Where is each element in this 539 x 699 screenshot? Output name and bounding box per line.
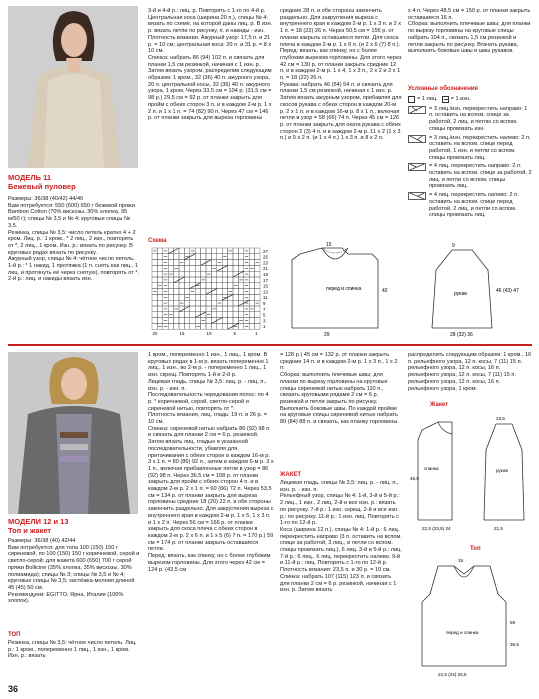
scheme-cell (190, 277, 195, 283)
scheme-row-number: 1 (263, 324, 266, 330)
scheme-cell (222, 283, 227, 289)
scheme-cell (222, 277, 227, 283)
scheme-cell (238, 254, 243, 260)
scheme-cell (179, 283, 184, 289)
scheme-cell (222, 306, 227, 312)
scheme-cell (174, 312, 179, 318)
scheme-cell (201, 306, 206, 312)
scheme-cell (174, 300, 179, 306)
scheme-cell (184, 265, 189, 271)
scheme-cell (249, 283, 254, 289)
scheme-col-number: 1 (255, 331, 258, 337)
scheme-cell (255, 254, 260, 260)
dim-jacket-sleeve-top: 23,5 (496, 416, 505, 421)
scheme-cell (238, 312, 243, 318)
scheme-cell (255, 312, 260, 318)
top-text: Резинка, спицы № 3,5: чётное число петель. Лиц. р.: 1 кром., попеременно 1 лиц., 1 изн., 1 кром. Изн. р.: вязать (8, 640, 139, 660)
scheme-cell (168, 323, 173, 329)
scheme-cell (255, 306, 260, 312)
dim-top-side: 36,5 (510, 642, 519, 647)
scheme-cell (179, 254, 184, 260)
scheme-cell (249, 312, 254, 318)
scheme-cell (190, 260, 195, 266)
dim-top-neck: 15 (458, 558, 464, 563)
scheme-row-number: 25 (263, 254, 268, 260)
dim-42: 42 (382, 288, 388, 294)
jacket-text: Лицевая гладь, спицы № 3,5: лиц. р. - лиц. п., изн. р. - изн. п. Рельефный узор, спицы № 4: 1-й, 3-й и 5-й р.: 2 лиц., 1 изн., 2 лиц. 2-й и все изн. р.: вязать по рисунку. 7-й р.: 1 изн. скрещ. 2-й и все изн. р.: по рисунку. 11-й р.: 1 изн. лиц. Повторять с 1-го по 12-й р. Коса (ширина 12 п.), спицы № 4: 1-й р.: 6 лиц. перекрестить направо (3 п. оставить на вспом. спице за работой, 3 лиц., и петли со вспом. спицы провязать лиц.), 6 лиц. 3-й и 5-й р.: лиц. 7-й р.: 6 лиц., 6 лиц. перекрестить налево. 9-й и 11-й р.: лиц. Повторять с 1-го по 12-й р. Плотность вязания: 23,5 п. и 30 р. = 10 см. Спинка: набрать 107 (115) 123 п. и связать для планки 2 см = 6 р. резинкой, начиная с 1 изн. р. Затем вязать (280, 480, 402, 594)
scheme-cell (211, 277, 216, 283)
scheme-cell (217, 248, 222, 254)
scheme-cell (206, 300, 211, 306)
scheme-cell (255, 277, 260, 283)
dim-sleeve-top: 9 (452, 243, 455, 249)
scheme-cell (174, 289, 179, 295)
scheme-cell (201, 294, 206, 300)
model-12-13-col2: 1 кром., попеременно 1 изн., 1 лиц., 1 кром. В круговых рядах в 1-м р. вязать попеременно 1 лиц., 1 изн., во 2-м р. - попеременно 1 лиц., 1 изн. скрещ. Повторять 1-й и 2-й р. Лицевая гладь, спицы № 3,5: лиц. р. - лиц. п., изн. р. - изн. п. Последовательность чередования полос: по 4 р. * коричневой, серой, светло-серой и сиреневой нитью, повторять от *. Плотность вязания, лиц. гладь: 19 п. и 26 р. = 10 см. Спинка: сиреневой нитью набрать 86 (92) 98 п. и связать для планки 2 см = 6 р. резинкой. Затем вязать лиц. гладью в указанной последовательности, убавляя для притачивания с обеих сторон в каждом 16-м р. 3 х 1 п. = 80 (86) 92 п., затем в каждом 6-м р. 3 х 1 п., включая прибавленные петли в узор = 86 (92) 98 п. Через 36,5 см = 108 р. от планки закрыть для пройм с обеих сторон 4 п. и в каждом 2-м р. 2 х 1 п. = 60 (66) 72 п. Через 53,5 см = 134 р. от планки закрыть для выреза горловины средние 18 (20) 22 п. и обе стороны закончить раздельно. Для закругления выреза с внутреннего края в каждом 2-м р. 1 х 5, 1 х 3 п. и 1 х 2 п. Через 56 см = 166 р. от планки закрыть для скоса плеча с обеих сторон в каждом 2-м р. 2 х 6 п. и 1 х 5 (6) 7 п. = 170 р.) 59 см = 174 р. от планки закрыть оставшиеся петли. Перед: вязать, как спинку, но с более глубоким вырезом горловины. Для этого через 42 см = 124 р. (43,5 см (148, 352, 274, 573)
scheme-cell (184, 260, 189, 266)
scheme-cell (222, 289, 227, 295)
scheme-cell (195, 318, 200, 324)
scheme-cell (168, 248, 173, 254)
scheme-cell (195, 294, 200, 300)
scheme-cell (255, 294, 260, 300)
scheme-cell (238, 294, 243, 300)
model-12-13-left-text: Размеры: 36/38 (40) 42/44 Вам потребуется: для топа 100 (150) 150 г сиреневой, по 100 (150) 150 г коричневой, серой и светло-серой; для жакета 600 (650) 700 г серой пряжи Bollicine (35% хлопка, 35% вискозы, 30% полиамида); спицы № 3; спицы № 3,5 и № 4; круговые спицы № 3,5; застёжка-молния длиной 45 (45) 50 см. Рекомендуем: EGITTO, Ярна, Италия (100% хлопок). (8, 538, 140, 605)
model-12-13-col4: распределить следующим образом: 1 кром., 16 п. рельефного узора, 12 п. косы, 7 (11) 15 п. рельефного узора, 12 п. косы, 16 п. рельефного узора, 12 п. косы, 7 (11) 15 п. рельефного узора, 12 п. косы, 16 п. рельефного узора, 1 кром. (408, 352, 533, 392)
scheme-cell (168, 289, 173, 295)
scheme-cell (190, 312, 195, 318)
scheme-cell (228, 265, 233, 271)
scheme-cell (174, 271, 179, 277)
scheme-cell (211, 294, 216, 300)
jacket-front-label: спинка (424, 466, 439, 471)
scheme-cell (184, 277, 189, 283)
scheme-cell (238, 260, 243, 266)
scheme-cell (255, 265, 260, 271)
scheme-cell (211, 289, 216, 295)
legend-item-3-left: = 3 лиц./изн. перекрестить налево: 2 п. оставить на вспом. спице перед работой, 1 изн. и петли со вспом. спицы провязать лиц. (408, 135, 532, 162)
scheme-cell (211, 312, 216, 318)
scheme-cell (222, 260, 227, 266)
scheme-cell (217, 254, 222, 260)
scheme-cell (206, 294, 211, 300)
scheme-cell (195, 300, 200, 306)
scheme-cell (217, 294, 222, 300)
scheme-cell (249, 323, 254, 329)
scheme-cell (174, 323, 179, 329)
dim-sleeve-length: 46 (43) 47 (496, 288, 519, 294)
scheme-cell (206, 265, 211, 271)
scheme-cell (195, 248, 200, 254)
scheme-cell (152, 300, 157, 306)
scheme-cell (184, 289, 189, 295)
scheme-cell (157, 277, 162, 283)
model-11-left-text: Размеры: 36/38 (40/42) 44/46 Вам потребуется: 550 (600) 650 г бежевой пряжи Bamboo Cotton (70% вискозы, 30% хлопка, 95 м/50 г); спицы № 3,5 и № 4; круговые спицы № 3,5. Резинка, спицы № 3,5: число петель кратно 4 + 2 кром. Лиц. р.: 1 кром., * 2 лиц., 2 изн., повторять от *, 2 лиц., 1 кром. Изн. р.: вязать по рисунку. В круговых рядах вязать по рисунку. Ажурный узор, спицы № 4: чётное число петель. 1-й р.: * 1 накид, 1 протяжка (1 п. снять как лиц., 1 лиц. и протянуть её через снятую), повторять от *. 2-й р.: лиц. и накиды вязать изн. (8, 196, 140, 283)
scheme-cell (201, 260, 206, 266)
scheme-cell (206, 254, 211, 260)
scheme-cell (211, 248, 216, 254)
scheme-cell (152, 260, 157, 266)
scheme-cell (228, 260, 233, 266)
scheme-cell (238, 289, 243, 295)
scheme-row-number: 11 (263, 295, 268, 301)
scheme-cell (217, 289, 222, 295)
scheme-cell (228, 294, 233, 300)
scheme-cell (201, 265, 206, 271)
scheme-cell (179, 277, 184, 283)
model-11-col2: 3-й и 4-й р.: лиц. р. Повторять с 1-го по 4-й р. Центральная коса (ширина 20 п.), спицы № 4: вязать по схеме, на которой даны лиц. р. В изн. р. вязать петли по рисунку, п. и накиды - изн. Плотность вязания. Ажурный узор: 17,5 п. и 21 р. = 10 см; центральная коса: 20 п. и 31 р. = 8 х 10 см. Спинка: набрать 86 (94) 102 п. и связать для планки 1,5 см резинкой, начиная с 1 изн. р. Затем вязать узором, распределив следующим образом: 1 кром., 32 (36) 40 п. ажурного узора, 20 п. центральной косы, 32 (36) 40 п. ажурного узора, 1 кром. Через 33,5 см = 104 р. (31,5 см = 98 р.) 29,5 см = 92 р. от планки закрыть для пройм с обеих сторон 3 п. и в каждом 2-м р. 1 х 2 п. и 1 х 1 п. = 74 (82) 90 п. Через 47 см = 146 р. от планки закрыть для выреза горловины (148, 8, 273, 122)
scheme-row-number: 3 (263, 318, 266, 324)
scheme-cell (179, 271, 184, 277)
scheme-cell (222, 323, 227, 329)
scheme-cell (168, 300, 173, 306)
model-11-col4: х 4 п. Через 48,5 см = 150 р. от планки закрыть оставшиеся 16 п. Сборка: выполнить плечевые швы; для планки по вырезу горловины на круговые спицы набрать 104 п., связать 1,5 см резинкой и петли закрыть по рисунку. Втачать рукава, выполнить боковые швы и швы рукавов. (408, 8, 531, 55)
scheme-cell (201, 289, 206, 295)
scheme-cell (168, 294, 173, 300)
scheme-col-number: 15 (179, 331, 185, 337)
scheme-cell (168, 260, 173, 266)
scheme-cell (157, 248, 162, 254)
scheme-cell (190, 323, 195, 329)
scheme-col-number: 5 (233, 331, 236, 337)
scheme-cell (233, 312, 238, 318)
scheme-cell (249, 294, 254, 300)
scheme-cell (249, 300, 254, 306)
scheme-cell (211, 271, 216, 277)
scheme-cell (249, 277, 254, 283)
scheme-cell (233, 318, 238, 324)
scheme-cell (157, 260, 162, 266)
scheme-cell (179, 312, 184, 318)
scheme-cell (228, 323, 233, 329)
scheme-cell (233, 248, 238, 254)
scheme-cell (195, 271, 200, 277)
scheme-cell (233, 289, 238, 295)
scheme-cell (222, 312, 227, 318)
legend-item-4-right: = 4 лиц. перекрестить направо: 2 п. оставить на вспом. спице за работой, 2 лиц. и петли со вспом. спицы провязать лиц. (408, 163, 532, 190)
scheme-cell (157, 254, 162, 260)
scheme-cell (211, 323, 216, 329)
scheme-cell (174, 248, 179, 254)
scheme-cell (233, 254, 238, 260)
scheme-cell (255, 248, 260, 254)
scheme-cell (190, 283, 195, 289)
scheme-cell (152, 312, 157, 318)
model-12-13-col3: = 128 р.) 45 см = 132 р. от планки закрыть средние 14 п. и в каждом 2-м р. 1 х 3 п., 1 х 2 п. Сборка: выполнить плечевые швы; для планки по вырезу горловины на круговые спицы сиреневой нитью набрать 110 п., связать круговыми рядами 2 см = 6 р. резинкой и петли закрыть по рисунку. Выполнить боковые швы. По каждой пройме на круговые спицы сиреневой нитью набрать 80 (84) 88 п. и связать, как планку горловины. (280, 352, 399, 426)
sleeve-label: рукав (454, 291, 467, 297)
scheme-cell (201, 271, 206, 277)
scheme-cell (233, 306, 238, 312)
scheme-row-number: 5 (263, 312, 266, 318)
dim-top-width: 22,5 (24) 25,5 (438, 672, 467, 677)
top-schematic (408, 554, 534, 684)
scheme-row-number: 9 (263, 301, 266, 306)
scheme-cell (152, 265, 157, 271)
scheme-cell (228, 283, 233, 289)
top-title: ТОП (8, 632, 21, 638)
scheme-cell (184, 248, 189, 254)
jacket-sleeve-label: рукав (496, 468, 508, 473)
scheme-cell (255, 289, 260, 295)
purl-symbol-icon (442, 96, 449, 103)
scheme-cell (179, 294, 184, 300)
scheme-cell (228, 318, 233, 324)
scheme-cell (152, 277, 157, 283)
scheme-cell (249, 289, 254, 295)
scheme-cell (168, 318, 173, 324)
scheme-cell (255, 323, 260, 329)
scheme-cell (179, 323, 184, 329)
jacket-title: ЖАКЕТ (280, 472, 302, 478)
scheme-cell (211, 260, 216, 266)
scheme-cell (217, 277, 222, 283)
scheme-cell (174, 294, 179, 300)
scheme-cell (157, 318, 162, 324)
section-divider (8, 344, 532, 346)
scheme-cell (184, 306, 189, 312)
scheme-cell (152, 318, 157, 324)
scheme-cell (217, 306, 222, 312)
scheme-cell (233, 294, 238, 300)
scheme-cell (228, 271, 233, 277)
scheme-cell (184, 283, 189, 289)
scheme-row-number: 17 (263, 277, 268, 283)
scheme-cell (249, 248, 254, 254)
scheme-cell (190, 318, 195, 324)
scheme-cell (184, 300, 189, 306)
dim-neck: 15 (326, 242, 332, 248)
legend-item-4-left: = 4 лиц. перекрестить налево: 2 п. оставить на вспом. спице перед работой, 2 лиц. и петли со вспом. спицы провязать лиц. (408, 192, 532, 219)
cross-3-right-icon (408, 106, 426, 114)
scheme-cell (157, 265, 162, 271)
scheme-cell (152, 283, 157, 289)
scheme-cell (168, 265, 173, 271)
scheme-row-number: 23 (263, 260, 268, 266)
scheme-cell (190, 294, 195, 300)
scheme-cell (184, 271, 189, 277)
scheme-cell (184, 323, 189, 329)
scheme-cell (195, 277, 200, 283)
jacket-front-outline (418, 422, 452, 520)
scheme-cell (206, 283, 211, 289)
scheme-cell (174, 318, 179, 324)
scheme-col-number: 20 (152, 331, 158, 337)
scheme-cell (217, 283, 222, 289)
scheme-cell (168, 306, 173, 312)
scheme-cell (190, 254, 195, 260)
scheme-label: Схема (148, 238, 167, 244)
scheme-cell (238, 265, 243, 271)
scheme-cell (249, 254, 254, 260)
model-12-13-title: МОДЕЛИ 12 и 13 Топ и жакет (8, 517, 69, 535)
model-12-13-photo (8, 352, 138, 514)
cross-3-left-icon (408, 135, 426, 143)
scheme-cell (179, 289, 184, 295)
scheme-cell (238, 323, 243, 329)
scheme-row-number: 21 (263, 266, 268, 272)
scheme-cell (217, 318, 222, 324)
scheme-cell (217, 265, 222, 271)
scheme-cell (217, 323, 222, 329)
cross-4-left-icon (408, 192, 426, 200)
back-neckline-outline (322, 248, 348, 253)
scheme-cell (228, 277, 233, 283)
scheme-cell (255, 271, 260, 277)
scheme-cell (238, 300, 243, 306)
dim-jacket-length: 46,5 (410, 476, 419, 481)
scheme-cell (233, 300, 238, 306)
scheme-cell (174, 283, 179, 289)
scheme-cell (168, 277, 173, 283)
scheme-cell (174, 254, 179, 260)
cross-4-right-icon (408, 163, 426, 171)
jacket-collar-outline (438, 422, 452, 434)
scheme-cell (195, 265, 200, 271)
top-schematic-label: Топ (470, 546, 481, 552)
scheme-cell (157, 306, 162, 312)
model-11-col3: средние 28 п. и обе стороны закончить раздельно. Для закругления выреза с внутреннего края в каждом 2-м р. 1 х 3 п. и 2 х 1 п. = 18 (22) 26 п. Через 50,5 см = 156 р. от планки закрыть оставшиеся петли. Для скоса плеча в каждом 2-м р. 1 х 6 п. (и 2 х 6 (7) 8 п.). Перед: вязать, как спинку, но с более глубоким вырезом горловины. Для этого через 42 см = 130 р. от планки закрыть средние 12 п. и в каждом 2-м р. 1 х 4, 1 х 3 п., 2 х 2 и 2 х 1 п. = 18 (22) 26 п. Рукава: набрать 46 (54) 54 п. и связать для планки 1,5 см резинкой, начиная с 1 изн. р. Затем вязать ажурным узором, прибавляя для скосов рукава с обеих сторон в каждом 20-м р. 2 х 1 п. и в каждом 16-м р. 8 х 1 п., включая петли в узор = 58 (66) 74 п. Через 45 см = 126 р. от планки закрыть для оката рукава с обеих сторон 2 (3) 4 п. и в каждом 2-м р. 11 х 2 (1 х 3 п.) и 9 х 2 п. (и 1 х 4 п.) 1 х 3 п. и 8 х 2 п. (280, 8, 402, 142)
scheme-cell (195, 254, 200, 260)
model-11-title: МОДЕЛЬ 11 Бежевый пуловер (8, 173, 76, 191)
scheme-cell (249, 260, 254, 266)
scheme-cell (190, 265, 195, 271)
scheme-cell (168, 283, 173, 289)
scheme-cell (238, 271, 243, 277)
scheme-row-number: 13 (263, 289, 268, 295)
scheme-cell (206, 260, 211, 266)
scheme-cell (152, 254, 157, 260)
model-11-photo (8, 6, 138, 168)
scheme-cell (228, 254, 233, 260)
scheme-cell (152, 271, 157, 277)
scheme-cell (238, 283, 243, 289)
scheme-cell (179, 306, 184, 312)
scheme-cell (201, 283, 206, 289)
scheme-cell (157, 289, 162, 295)
model-11-schematic (282, 240, 532, 340)
scheme-cell (238, 248, 243, 254)
scheme-cell (157, 294, 162, 300)
scheme-cell (206, 323, 211, 329)
scheme-cell (206, 277, 211, 283)
scheme-cell (179, 318, 184, 324)
knit-symbol-icon (408, 96, 415, 103)
scheme-cell (211, 300, 216, 306)
scheme-cell (233, 260, 238, 266)
scheme-cell (201, 323, 206, 329)
scheme-cell (255, 283, 260, 289)
scheme-cell (217, 312, 222, 318)
scheme-cell (174, 277, 179, 283)
scheme-cell (157, 271, 162, 277)
scheme-cell (222, 318, 227, 324)
scheme-cell (195, 306, 200, 312)
top-neckline-outline (454, 566, 474, 577)
scheme-cell (184, 312, 189, 318)
scheme-cell (228, 312, 233, 318)
legend-item-knit: = 1 лиц. (408, 96, 438, 103)
legend-item-3-right: = 3 лиц./изн. перекрестить направо: 1 п. оставить на вспом. спице за работой, 2 лиц. и петлю со вспом. спицы провязать изн. (408, 106, 532, 133)
scheme-cell (152, 323, 157, 329)
scheme-cell (179, 248, 184, 254)
dim-jacket-sleeve-width: 21,5 (494, 526, 503, 531)
knitting-scheme-grid (148, 246, 278, 340)
dim-width-front: 29 (324, 332, 330, 338)
scheme-cell (249, 271, 254, 277)
top-outline (422, 566, 506, 666)
scheme-cell (157, 312, 162, 318)
scheme-cell (211, 254, 216, 260)
scheme-row-number: 27 (263, 248, 268, 254)
scheme-cell (190, 271, 195, 277)
scheme-cell (222, 248, 227, 254)
scheme-cell (195, 289, 200, 295)
scheme-cell (201, 312, 206, 318)
dim-sleeve-width: 28 (32) 36 (450, 332, 473, 338)
scheme-cell (152, 306, 157, 312)
scheme-cell (190, 300, 195, 306)
scheme-cell (190, 306, 195, 312)
scheme-cell (233, 277, 238, 283)
jacket-schematic-label: Жакет (430, 402, 449, 408)
scheme-cell (201, 254, 206, 260)
scheme-cell (228, 306, 233, 312)
scheme-cell (201, 248, 206, 254)
scheme-row-number: 19 (263, 272, 268, 277)
jacket-schematic (408, 410, 534, 540)
scheme-cell (211, 318, 216, 324)
scheme-cell (228, 300, 233, 306)
scheme-cell (195, 312, 200, 318)
scheme-cell (152, 294, 157, 300)
scheme-cell (168, 254, 173, 260)
scheme-cell (206, 318, 211, 324)
legend-item-purl: = 1 изн. (442, 96, 471, 103)
scheme-cell (222, 300, 227, 306)
scheme-row-number: 7 (263, 306, 266, 312)
scheme-cell (195, 260, 200, 266)
scheme-cell (206, 289, 211, 295)
scheme-cell (238, 306, 243, 312)
dim-top-length: 59 (510, 620, 516, 625)
legend-title: Условные обозначения (408, 86, 478, 92)
dim-jacket-width: 22,5 (23,5) 24 (422, 526, 451, 531)
scheme-cell (222, 271, 227, 277)
scheme-cell (206, 248, 211, 254)
scheme-cell (174, 260, 179, 266)
scheme-cell (184, 318, 189, 324)
scheme-col-number: 10 (206, 331, 212, 337)
scheme-cell (233, 271, 238, 277)
scheme-cell (249, 318, 254, 324)
front-back-label: перед и спинка (326, 286, 362, 292)
scheme-cell (211, 283, 216, 289)
scheme-cell (201, 300, 206, 306)
scheme-cell (255, 318, 260, 324)
scheme-cell (222, 265, 227, 271)
scheme-cell (179, 265, 184, 271)
page-number: 36 (8, 684, 19, 694)
scheme-row-number: 15 (263, 283, 268, 289)
legend (408, 86, 532, 236)
scheme-cell (157, 300, 162, 306)
scheme-cell (233, 265, 238, 271)
top-front-label: перед и спинка (446, 630, 479, 635)
sleeve-outline (432, 250, 492, 328)
scheme-cell (206, 306, 211, 312)
scheme-cell (217, 271, 222, 277)
